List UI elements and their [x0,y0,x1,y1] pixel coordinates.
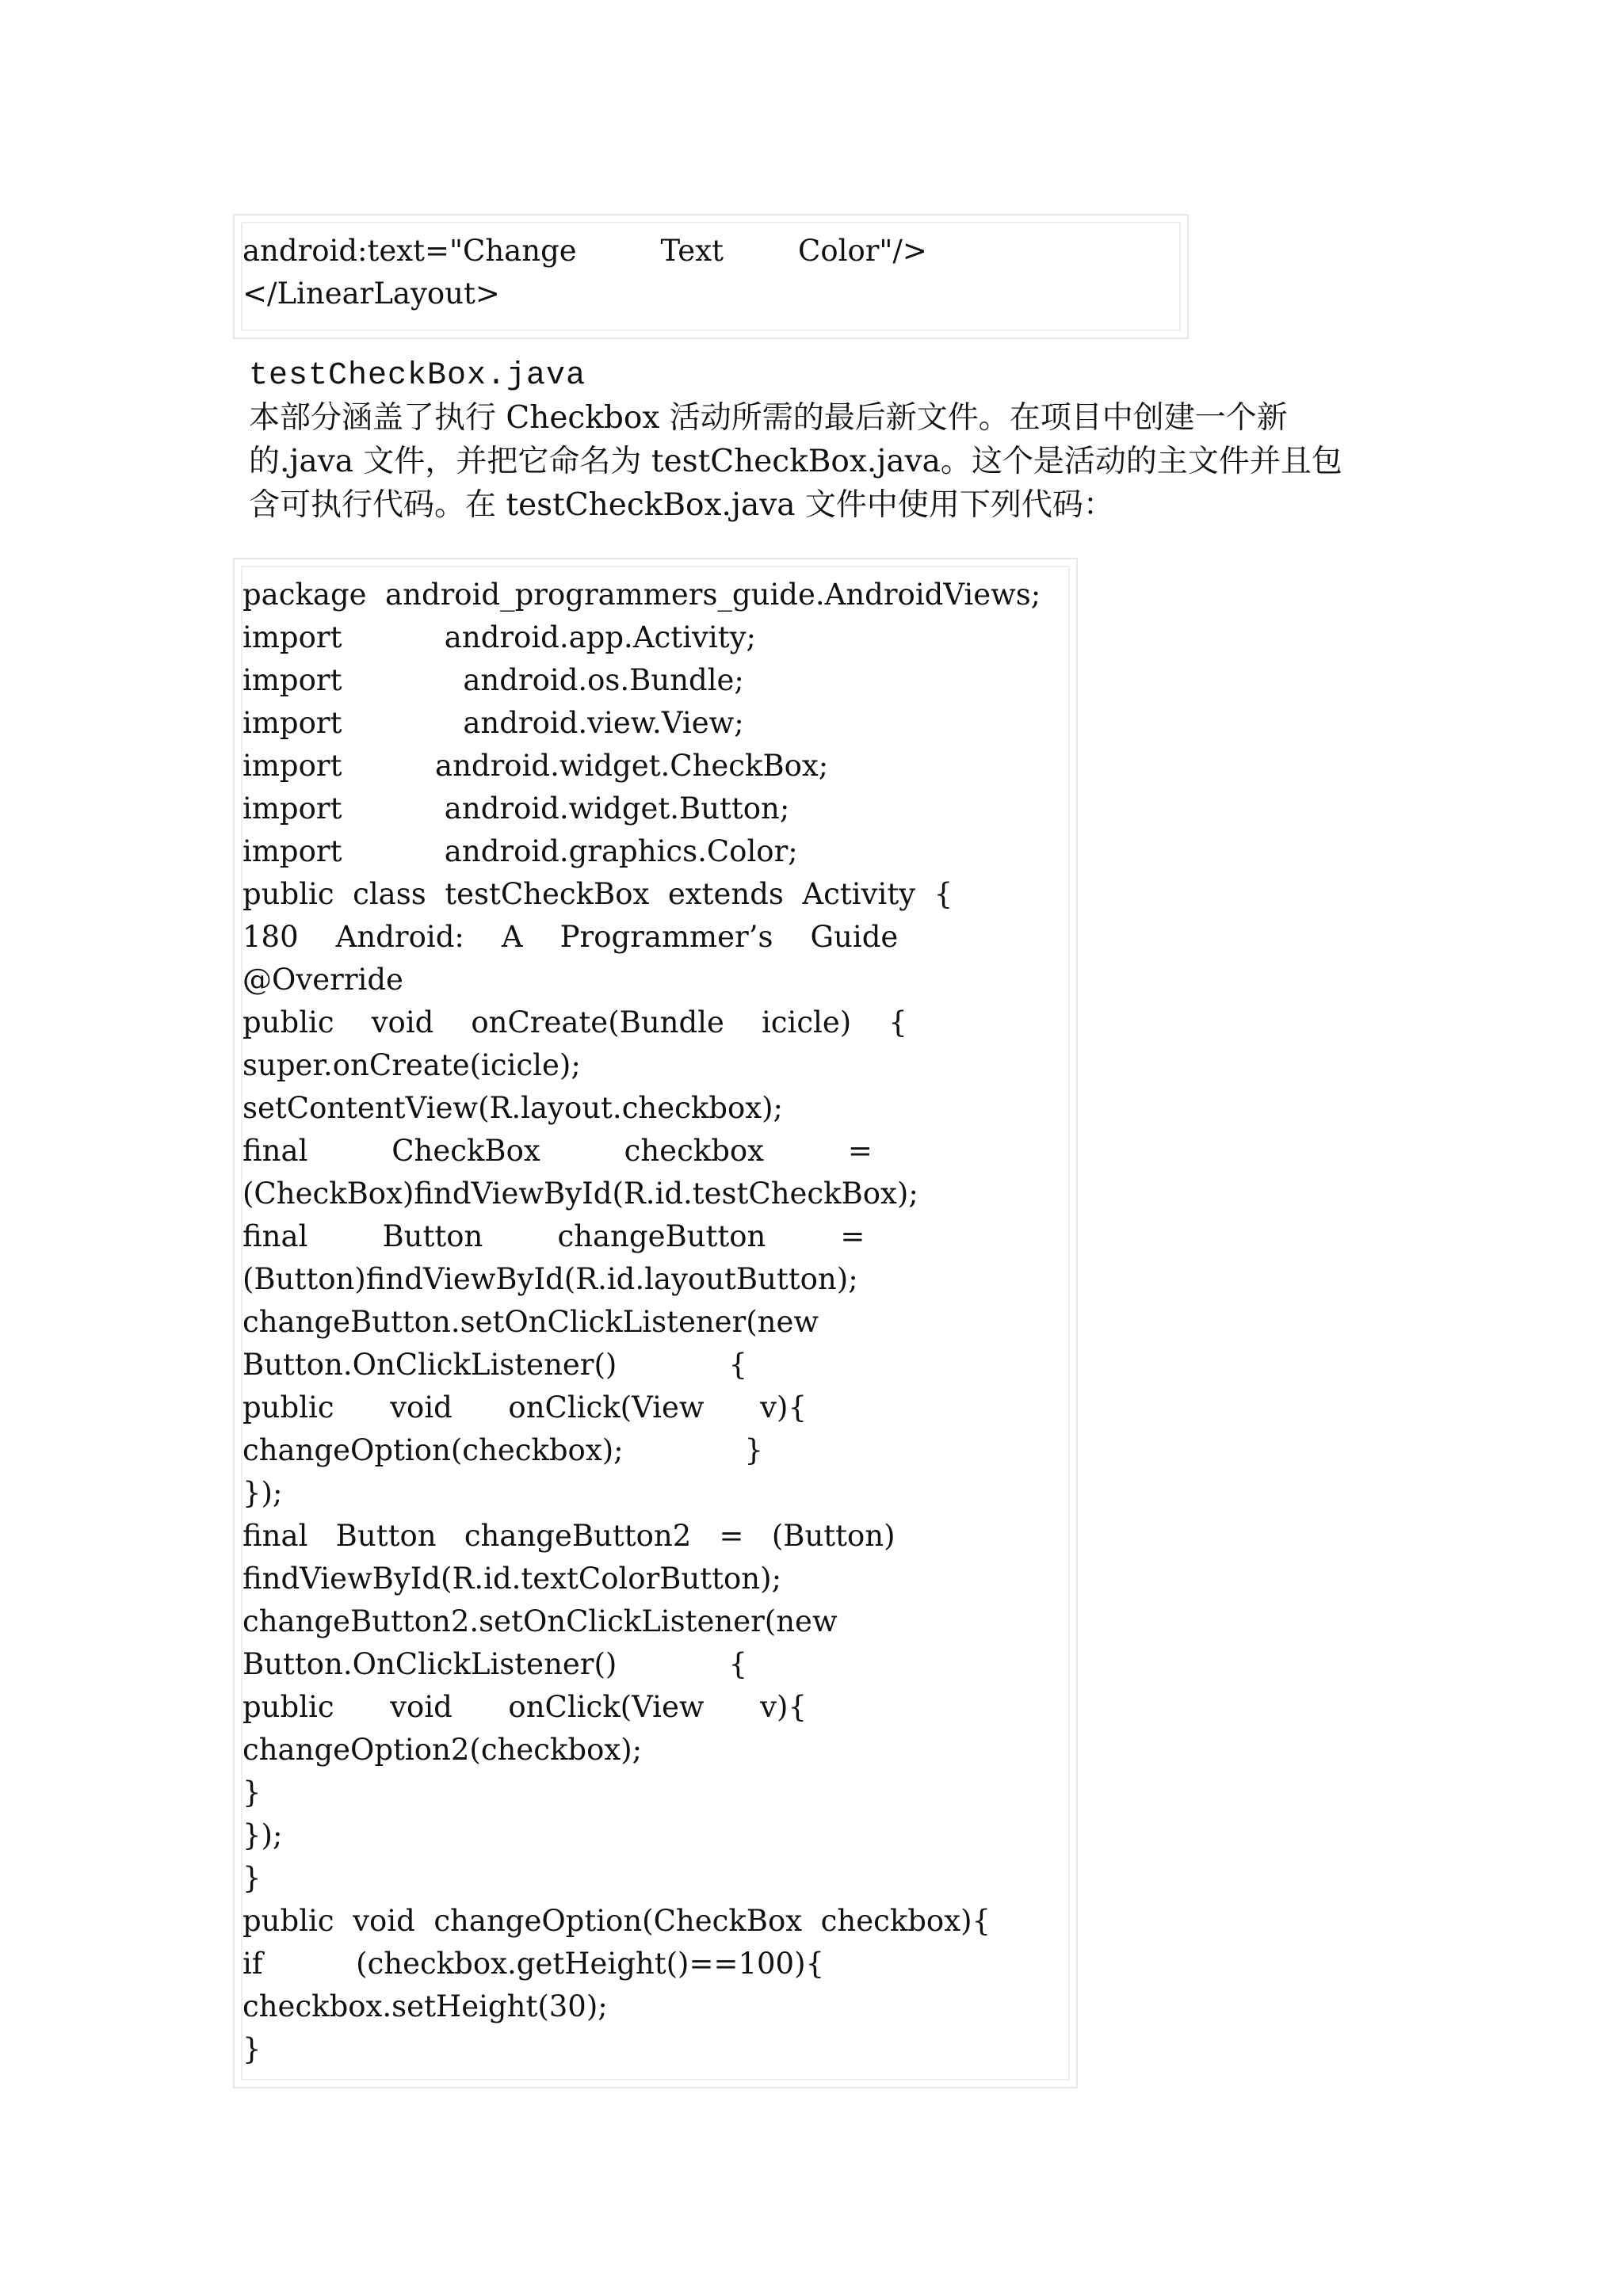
code-line: }); [242,1818,283,1852]
code-line: import android.graphics.Color; [242,834,798,868]
code-line: import android.widget.CheckBox; [242,749,829,783]
code-line: public void onCreate(Bundle icicle) { [242,1005,907,1039]
code-line: } [242,1775,262,1810]
code-line: public void onClick(View v){ [242,1690,807,1724]
code-line: setContentView(R.layout.checkbox); [242,1091,784,1125]
code-line: public void onClick(View v){ [242,1390,807,1425]
section-heading: testCheckBox.java [249,358,586,394]
code-line: import android.widget.Button; [242,791,790,826]
code-line: changeOption2(checkbox); [242,1733,643,1767]
code-line: import android.view.View; [242,706,744,740]
code-line: super.onCreate(icicle); [242,1048,581,1082]
code-line: final Button changeButton2 = (Button) [242,1519,896,1553]
code-line: changeButton2.setOnClickListener(new [242,1604,838,1638]
code-line: </LinearLayout> [242,277,500,311]
code-line: changeOption(checkbox); } [242,1433,764,1467]
code-line: import android.os.Bundle; [242,663,744,697]
code-line: final Button changeButton = [242,1219,865,1253]
code-line: @Override [242,963,403,997]
paragraph-line: 的.java 文件，并把它命名为 testCheckBox.java。这个是活动的主文件并且包 [249,444,1342,479]
code-line: Button.OnClickListener() { [242,1647,748,1681]
paragraph-line: 本部分涵盖了执行 Checkbox 活动所需的最后新文件。在项目中创建一个新 [249,400,1288,436]
code-line: }); [242,1476,283,1510]
code-line: } [242,1861,262,1895]
code-line: checkbox.setHeight(30); [242,1989,608,2023]
code-line: public void changeOption(CheckBox checkbox){ [242,1904,991,1938]
code-line: (CheckBox)findViewById(R.id.testCheckBox); [242,1177,918,1211]
code-line: findViewById(R.id.textColorButton); [242,1562,782,1596]
code-line: package android_programmers_guide.AndroidViews; [242,578,1041,612]
code-line: } [242,2032,262,2066]
paragraph-line: 含可执行代码。在 testCheckBox.java 文件中使用下列代码： [249,487,1114,523]
code-line: Button.OnClickListener() { [242,1348,748,1382]
code-line: android:text="Change Text Color"/> [242,234,927,268]
code-line: changeButton.setOnClickListener(new [242,1305,819,1339]
code-line: (Button)findViewById(R.id.layoutButton); [242,1262,858,1296]
code-line: import android.app.Activity; [242,620,756,654]
code-line: final CheckBox checkbox = [242,1134,873,1168]
code-line: public class testCheckBox extends Activity { [242,877,953,911]
code-line: 180 Android: A Programmer’s Guide [242,920,899,954]
code-line: if (checkbox.getHeight()==100){ [242,1947,825,1981]
section-paragraph [249,396,1406,527]
